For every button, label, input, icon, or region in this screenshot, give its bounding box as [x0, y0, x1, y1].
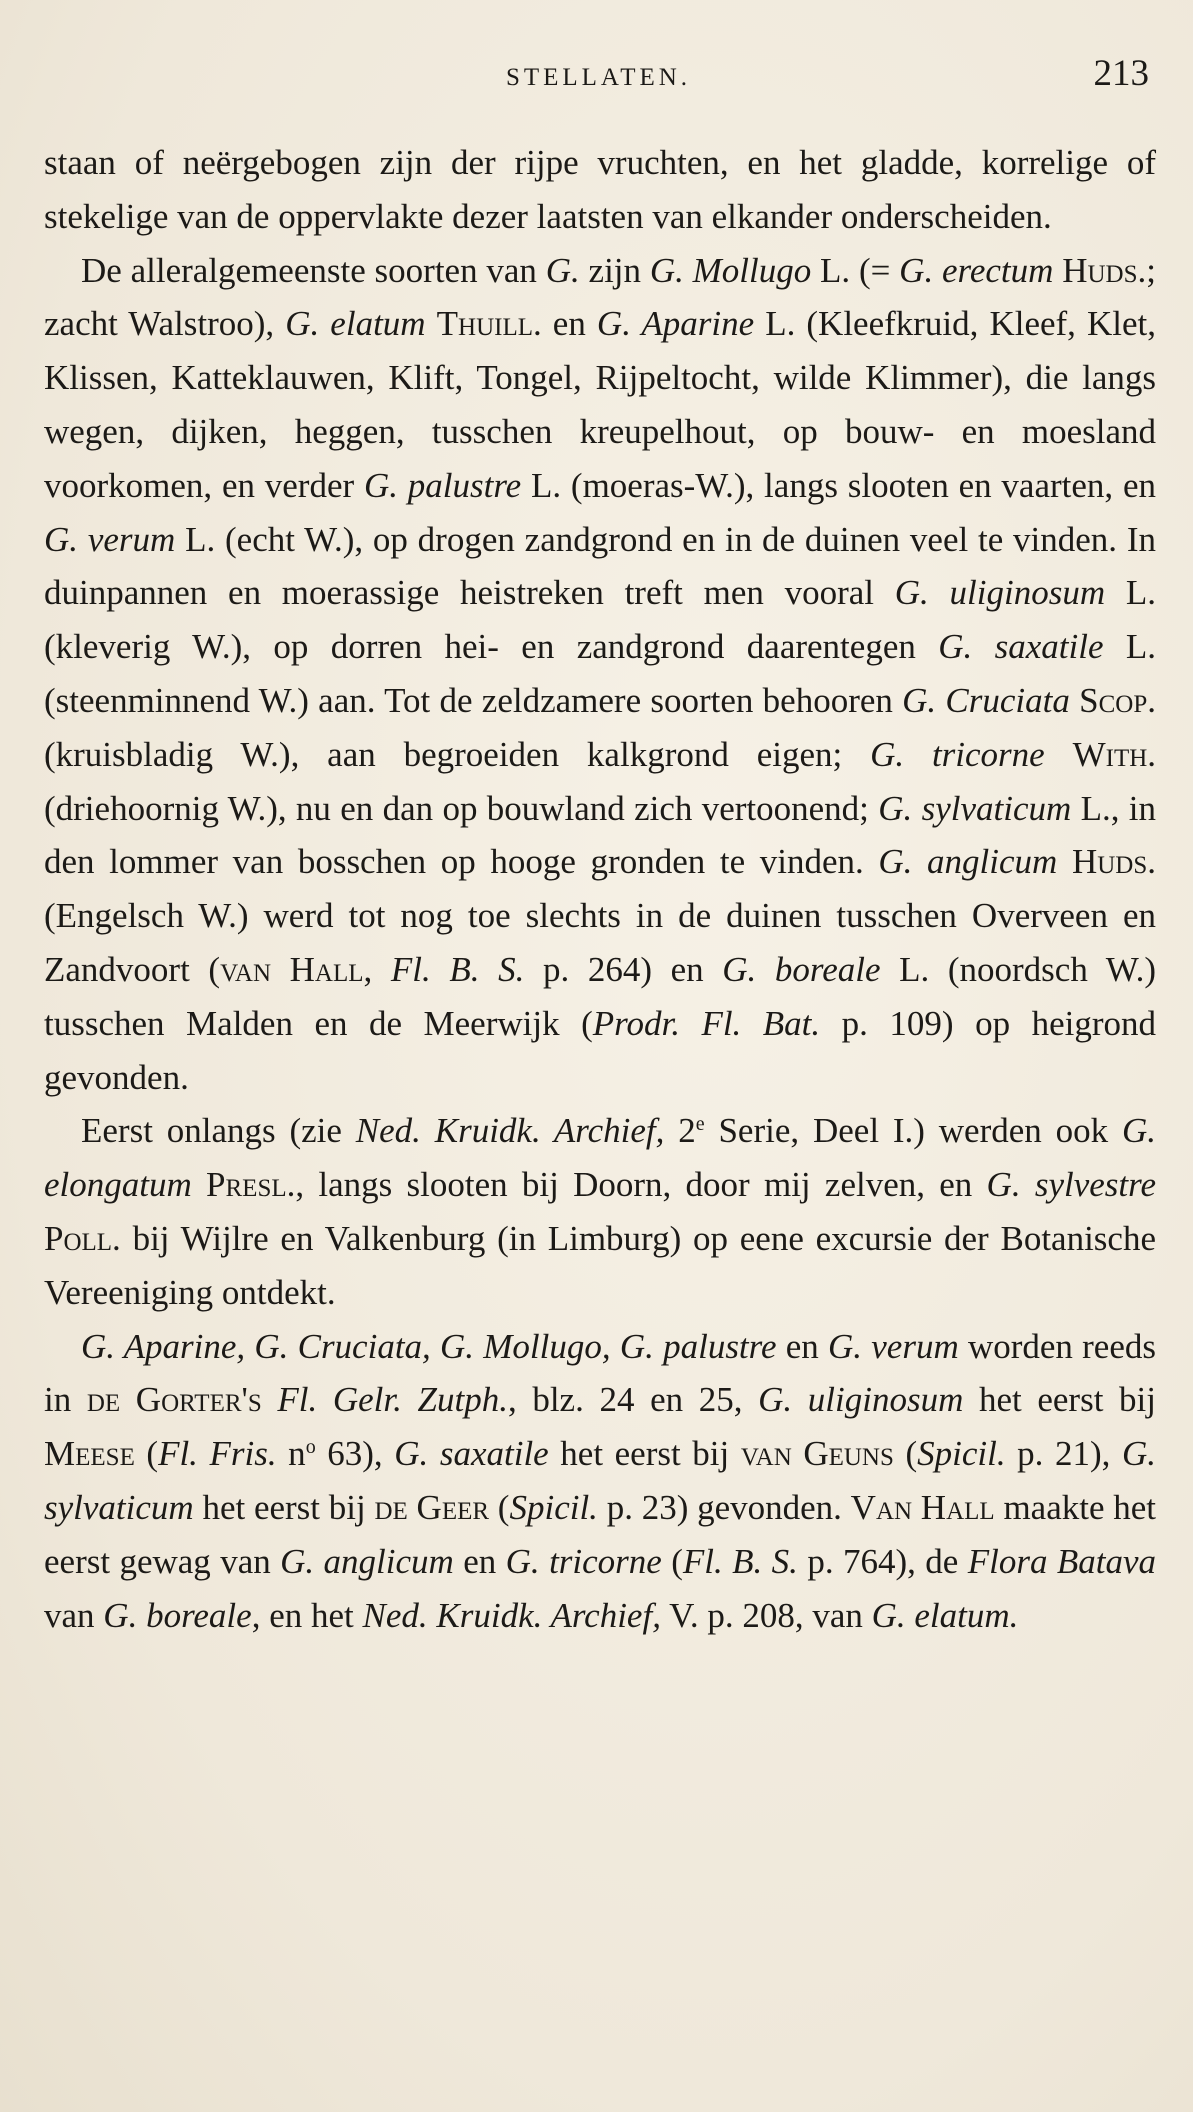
paragraph: [44, 136, 1156, 244]
text-run: p. 764), de: [797, 1541, 968, 1581]
text-run: bij Wijlre en Valkenburg (in Limburg) op eene excursie der Botanische Vereeniging ontdekt.: [44, 1218, 1156, 1312]
text-run: p. 109) op heigrond gevonden.: [44, 1003, 1156, 1097]
italic-run: G. Mollugo: [649, 250, 812, 290]
text-run: (: [134, 1434, 159, 1474]
italic-run: Spicil.: [509, 1487, 598, 1527]
italic-run: G. saxatile: [394, 1434, 549, 1474]
italic-run: G. Cruciata: [902, 680, 1070, 720]
text-run: 2: [664, 1111, 696, 1151]
text-run: p. 23) gevonden.: [597, 1487, 851, 1527]
text-run: ; zacht Walstroo),: [44, 250, 1156, 344]
italic-run: G. verum: [828, 1326, 959, 1366]
italic-run: Fl. B. S.: [390, 949, 525, 989]
italic-run: G. saxatile: [938, 627, 1104, 667]
italic-run: G. anglicum: [280, 1541, 454, 1581]
text-run: en: [541, 304, 597, 344]
small-caps-run: Poll.: [44, 1218, 121, 1258]
italic-run: Prodr. Fl. Bat.: [592, 1003, 821, 1043]
text-run: [1070, 681, 1079, 720]
text-run: (driehoornig W.), nu en dan op bouwland zich vertoonend;: [44, 788, 879, 828]
italic-run: G. Aparine: [596, 304, 755, 344]
italic-run: G. boreale: [103, 1595, 252, 1635]
italic-run: G. tricorne: [505, 1541, 662, 1581]
superscript-run: e: [695, 1113, 705, 1136]
italic-run: G. sylvaticum: [878, 788, 1072, 828]
italic-run: Spicil.: [917, 1434, 1006, 1474]
text-run: [192, 1165, 206, 1204]
small-caps-run: Huds.: [1071, 842, 1157, 882]
small-caps-run: van Geuns: [740, 1434, 894, 1474]
text-run: [1057, 842, 1072, 881]
text-run: , blz. 24 en 25,: [507, 1380, 759, 1420]
text-run: (Engelsch W.) werd tot nog toe slechts in de duinen tusschen Overveen en Zandvoort (: [44, 896, 1156, 989]
text-run: (kruisbladig W.), aan begroeiden kalkgrond eigen;: [44, 734, 871, 774]
text-run: staan of neërgebogen zijn der rijpe vruchten, en het gladde, korrelige of stekelige van de oppervlakte dezer laatsten van elkander onderscheiden.: [44, 143, 1156, 236]
body-text: [44, 136, 1156, 1642]
italic-run: G. uliginosum: [894, 573, 1106, 613]
small-caps-run: van Hall,: [220, 949, 373, 989]
small-caps-run: Huds.: [1062, 250, 1147, 290]
text-run: het eerst bij: [193, 1487, 375, 1527]
text-run: Eerst onlangs (zie: [81, 1111, 356, 1151]
text-run: worden reeds in: [44, 1326, 1156, 1420]
italic-run: G.: [545, 250, 580, 290]
italic-run: G. Aparine, G. Cruciata, G. Mollugo, G. palustre: [81, 1326, 777, 1366]
text-run: V. p. 208, van: [660, 1595, 872, 1635]
text-run: en: [776, 1326, 828, 1366]
italic-run: G. elatum.: [871, 1595, 1019, 1635]
text-run: (: [661, 1541, 683, 1581]
italic-run: G. anglicum: [878, 842, 1058, 882]
text-run: L. (Kleefkruid, Kleef, Klet, Klissen, Katteklauwen, Klift, Tongel, Rijpeltocht, wilde Klimmer), die langs wegen, dijken, heggen, tusschen kreupelhout, op bouw- en moesland voorkomen, en verder: [44, 304, 1157, 505]
text-run: [372, 950, 391, 989]
paragraph: [44, 1320, 1156, 1643]
italic-run: Fl. B. S.: [682, 1541, 798, 1581]
small-caps-run: With.: [1072, 734, 1157, 774]
text-run: n: [276, 1434, 306, 1474]
paragraph: [44, 244, 1156, 1105]
text-run: De alleralgemeenste soorten van: [81, 250, 546, 290]
text-run: en: [453, 1541, 506, 1581]
paragraph: [44, 1104, 1156, 1319]
text-run: het eerst bij: [548, 1434, 741, 1474]
text-run: L., in den lommer van bosschen op hooge gronden te vinden.: [44, 788, 1157, 882]
text-run: , en het: [251, 1595, 363, 1635]
text-run: zijn: [579, 250, 650, 290]
italic-run: Fl. Gelr. Zutph.: [277, 1380, 508, 1420]
text-run: [262, 1380, 278, 1419]
italic-run: Ned. Kruidk. Archief,: [355, 1111, 665, 1151]
small-caps-run: Van Hall: [850, 1487, 995, 1527]
text-run: p. 21),: [1005, 1434, 1122, 1474]
small-caps-run: Scop.: [1079, 680, 1156, 720]
small-caps-run: de Geer: [374, 1487, 490, 1527]
text-run: maakte het eerst gewag van: [44, 1487, 1157, 1581]
text-run: p. 264) en: [524, 949, 723, 989]
text-run: (: [893, 1434, 918, 1474]
superscript-run: o: [305, 1436, 316, 1459]
italic-run: G. boreale: [722, 949, 881, 989]
text-run: L. (moeras-W.), langs slooten en vaarten, en: [521, 465, 1156, 505]
text-run: 63),: [315, 1434, 395, 1474]
text-run: L. (noordsch W.) tusschen Malden en de Meerwijk (: [44, 949, 1157, 1043]
italic-run: G. uliginosum: [758, 1380, 964, 1420]
running-head: [44, 52, 1153, 102]
text-run: L. (=: [811, 250, 900, 290]
small-caps-run: Thuill.: [436, 304, 542, 344]
italic-run: Flora Batava: [967, 1541, 1156, 1581]
italic-run: G. elongatum: [44, 1111, 1156, 1205]
text-run: [1053, 251, 1062, 290]
text-run: Serie, Deel I.) werden ook: [704, 1111, 1122, 1151]
italic-run: G. verum: [44, 519, 176, 559]
text-run: (: [489, 1487, 510, 1527]
text-run: [1045, 735, 1073, 774]
page-number: 213: [1093, 53, 1149, 94]
italic-run: G. palustre: [363, 465, 522, 505]
italic-run: Ned. Kruidk. Archief,: [362, 1595, 661, 1635]
italic-run: G. sylvestre: [986, 1165, 1156, 1205]
text-run: [426, 304, 437, 343]
small-caps-run: Meese: [44, 1434, 135, 1474]
italic-run: G. sylvaticum: [44, 1434, 1157, 1527]
italic-run: Fl. Fris.: [158, 1434, 277, 1474]
italic-run: G. elatum: [285, 304, 426, 344]
small-caps-run: de Gorter's: [86, 1380, 262, 1420]
text-run: het eerst bij: [963, 1380, 1156, 1420]
small-caps-run: Presl.: [206, 1165, 296, 1205]
running-title: STELLATEN.: [505, 64, 692, 91]
text-run: van: [44, 1595, 104, 1635]
text-run: , langs slooten bij Doorn, door mij zelven, en: [295, 1165, 987, 1205]
italic-run: G. erectum: [899, 250, 1054, 290]
text-run: L. (echt W.), op drogen zandgrond en in de duinen veel te vinden. In duinpannen en moerassige heistreken treft men vooral: [44, 519, 1157, 613]
italic-run: G. tricorne: [870, 734, 1045, 774]
text-run: L. (kleverig W.), op dorren hei- en zandgrond daarentegen: [44, 573, 1156, 667]
text-run: L. (steenminnend W.) aan. Tot de zeldzamere soorten behooren: [44, 627, 1157, 720]
